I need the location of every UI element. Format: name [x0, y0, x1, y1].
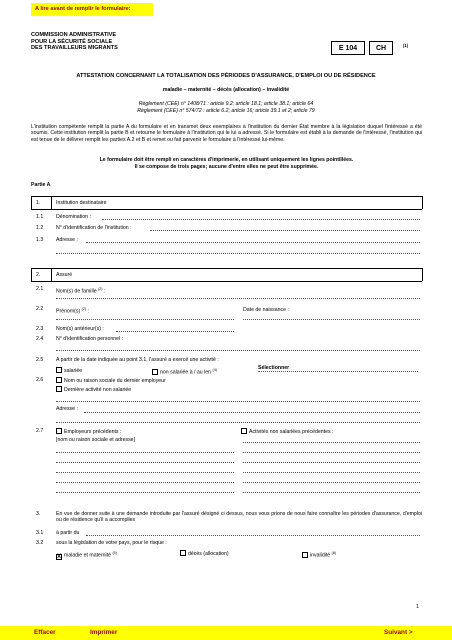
print-button[interactable]: Imprimer: [90, 629, 118, 636]
employer-name-field[interactable]: [56, 401, 420, 402]
address-field-1[interactable]: [86, 242, 420, 243]
footnote-ref: (1): [403, 43, 409, 48]
last-employer-option[interactable]: Nom ou raison sociale du dernier employeur: [56, 377, 166, 384]
prev-activity-line-5[interactable]: [243, 482, 420, 483]
item-3-1-label: à partir du: [56, 530, 80, 536]
prev-employer-line-2[interactable]: [56, 462, 234, 463]
item-1-3-number: 1.3: [36, 237, 44, 243]
commission-line-2: POUR LA SÉCURITÉ SOCIALE: [31, 38, 113, 45]
item-3-2-label: sous la législation de votre pays, pour le risque :: [56, 540, 167, 546]
risk-death-checkbox[interactable]: [180, 550, 186, 556]
personal-id-field[interactable]: [56, 350, 420, 351]
notice-1: Le formulaire doit être rempli en caractères d'imprimerie, en utilisant uniquement les lignes pointillées.: [99, 157, 354, 163]
former-names-field[interactable]: [116, 331, 234, 332]
previous-activities-option[interactable]: Activités non salariées précédentes :: [241, 428, 334, 435]
item-2-1-label: Nom(s) de famille $^{(2)}$ :: [56, 287, 106, 295]
section-1-number: 1.: [36, 200, 41, 206]
last-self-employed-checkbox[interactable]: [56, 386, 62, 392]
page-number: 1: [416, 604, 419, 610]
section-1-top-rule: [31, 196, 422, 197]
prev-employer-line-1[interactable]: [56, 452, 234, 453]
last-employer-checkbox[interactable]: [56, 377, 62, 383]
next-button[interactable]: Suivant >: [384, 629, 413, 636]
prev-activity-line-6[interactable]: [243, 492, 420, 493]
regulation-2: Règlement (CEE) n° 574/72 : article 6.2; article 16; article 39.1 et 2; article 79: [137, 108, 315, 114]
employer-name-hint: [nom ou raison sociale et adresse]: [56, 437, 136, 443]
risk-maternity-checkbox[interactable]: X: [57, 553, 62, 560]
prev-activity-line-2[interactable]: [243, 452, 420, 453]
risk-invalidity-checkbox[interactable]: [302, 552, 308, 558]
item-2-2-number: 2.2: [36, 306, 44, 312]
section-2-number: 2.: [36, 272, 41, 278]
notice-2: Il se compose de trois pages; aucune d'entre elles ne peut être supprimée.: [134, 164, 319, 170]
institution-id-field[interactable]: [150, 230, 420, 231]
section-3-number: 3.: [36, 511, 41, 517]
section-2-header-rule: [31, 281, 422, 282]
item-2-5-label: A partir de la date indiquée au point 3.1, l'assuré a exercé une activité :: [56, 357, 219, 363]
section-1-right-border: [422, 196, 423, 209]
salariee-option[interactable]: salariée: [56, 367, 82, 374]
intro-paragraph: L'institution compétente remplit la partie A du formulaire et en transmet deux exemplaires à l'institution du dernier État membre à la législation duquel l'intéressé a été soumis. Cette institution remplit la partie B et retourne le formulaire à l'institution qui le lui a adressé. Si le formulaire est établi à la demande de l'intéressé, l'institution qui est tenue de le délivrer remplit les parties A.2 et B et remet ou fait parvenir le formulaire à l'intéressé lui-même.: [31, 124, 422, 143]
address-field-2[interactable]: [56, 253, 420, 254]
previous-employers-checkbox[interactable]: [56, 428, 62, 434]
section-1-title: Institution destinataire: [56, 200, 107, 206]
item-2-7-number: 2.7: [36, 428, 44, 434]
form-subtitle: maladie – maternité – décès (allocation) – invalidité: [162, 87, 290, 93]
birth-date-field[interactable]: [243, 319, 420, 320]
prev-employer-line-4[interactable]: [56, 482, 234, 483]
risk-invalidity-option[interactable]: invalidité $^{(6)}$: [302, 550, 336, 559]
section-2-right-border: [422, 268, 423, 281]
item-3-1-number: 3.1: [36, 530, 44, 536]
section-2-left-border: [31, 268, 32, 281]
family-name-field[interactable]: [56, 298, 420, 299]
birth-date-label: Date de naissance :: [243, 307, 289, 313]
salariee-checkbox[interactable]: [56, 367, 62, 373]
part-a-label: Partie A: [31, 182, 51, 188]
regulation-1: Règlement (CEE) n° 1408/71 : article 9.2; article 18.1; article 38.1; article 64: [138, 101, 314, 107]
item-1-2-number: 1.2: [36, 225, 44, 231]
employer-address-field-2[interactable]: [56, 422, 420, 423]
read-before-button[interactable]: A lire avant de remplir le formulaire:: [31, 3, 153, 16]
section-1-left-border: [31, 196, 32, 209]
denomination-field[interactable]: [102, 219, 420, 220]
item-2-4-label: N° d'identification personnel :: [56, 336, 124, 342]
item-2-3-number: 2.3: [36, 326, 44, 332]
prev-activity-line-1[interactable]: [243, 442, 420, 443]
clear-button[interactable]: Effacer: [34, 629, 56, 636]
item-2-4-number: 2.4: [36, 336, 44, 342]
section-1-header-rule: [31, 209, 422, 210]
section-2-number-divider: [51, 268, 52, 281]
previous-employers-option[interactable]: Employeurs précédents :: [56, 428, 121, 435]
item-2-5-number: 2.5: [36, 357, 44, 363]
employer-address-label: Adresse :: [56, 406, 78, 412]
prev-employer-line-3[interactable]: [56, 472, 234, 473]
previous-activities-checkbox[interactable]: [241, 428, 247, 434]
item-3-2-number: 3.2: [36, 540, 44, 546]
section-3-text: En vue de donner suite à une demande introduite par l'assuré désigné ci dessus, nous vous prions de nous faire connaître les périodes d'assurance, d'emploi ou de résidence qu'il a accomplies: [56, 511, 422, 524]
item-2-1-number: 2.1: [36, 286, 44, 292]
employer-address-field-1[interactable]: [84, 412, 420, 413]
item-2-6-number: 2.6: [36, 377, 44, 383]
section-2-top-rule: [31, 268, 422, 269]
item-1-2-label: N° d'identification de l'institution :: [56, 225, 132, 231]
from-date-field[interactable]: [86, 535, 420, 536]
item-1-1-number: 1.1: [36, 214, 44, 220]
item-2-3-label: Nom(s) antérieur(s) :: [56, 326, 104, 332]
prev-activity-line-4[interactable]: [243, 472, 420, 473]
prev-employer-line-5[interactable]: [56, 492, 234, 493]
non-salariee-checkbox[interactable]: [152, 369, 158, 375]
section-2-title: Assuré: [56, 272, 73, 278]
risk-maternity-option[interactable]: X maladie et maternité $^{(5)}$: [57, 551, 117, 560]
commission-line-1: COMMISSION ADMINISTRATIVE: [31, 32, 117, 38]
last-self-employed-option[interactable]: Dernière activité non salariée: [56, 386, 131, 393]
non-salariee-option[interactable]: non salariée à / au len $^{(4)}$: [152, 367, 217, 376]
form-code-box: E 104: [331, 41, 365, 55]
commission-line-3: DES TRAVAILLEURS MIGRANTS: [31, 45, 118, 51]
activity-select[interactable]: Sélectionner: [258, 365, 418, 372]
country-code-box: CH: [369, 41, 393, 55]
item-1-1-label: Dénomination :: [56, 214, 91, 220]
first-name-field[interactable]: [56, 319, 234, 320]
item-1-3-label: Adresse :: [56, 237, 78, 243]
risk-death-option[interactable]: décès (allocation): [180, 550, 229, 557]
item-2-2-label: Prénom(s) $^{(2)}$ :: [56, 307, 89, 315]
section-1-number-divider: [51, 196, 52, 209]
form-title: ATTESTATION CONCERNANT LA TOTALISATION DES PÉRIODES D'ASSURANCE, D'EMPLOI OU DE RÉSIDENCE: [76, 73, 376, 79]
prev-activity-line-3[interactable]: [243, 462, 420, 463]
